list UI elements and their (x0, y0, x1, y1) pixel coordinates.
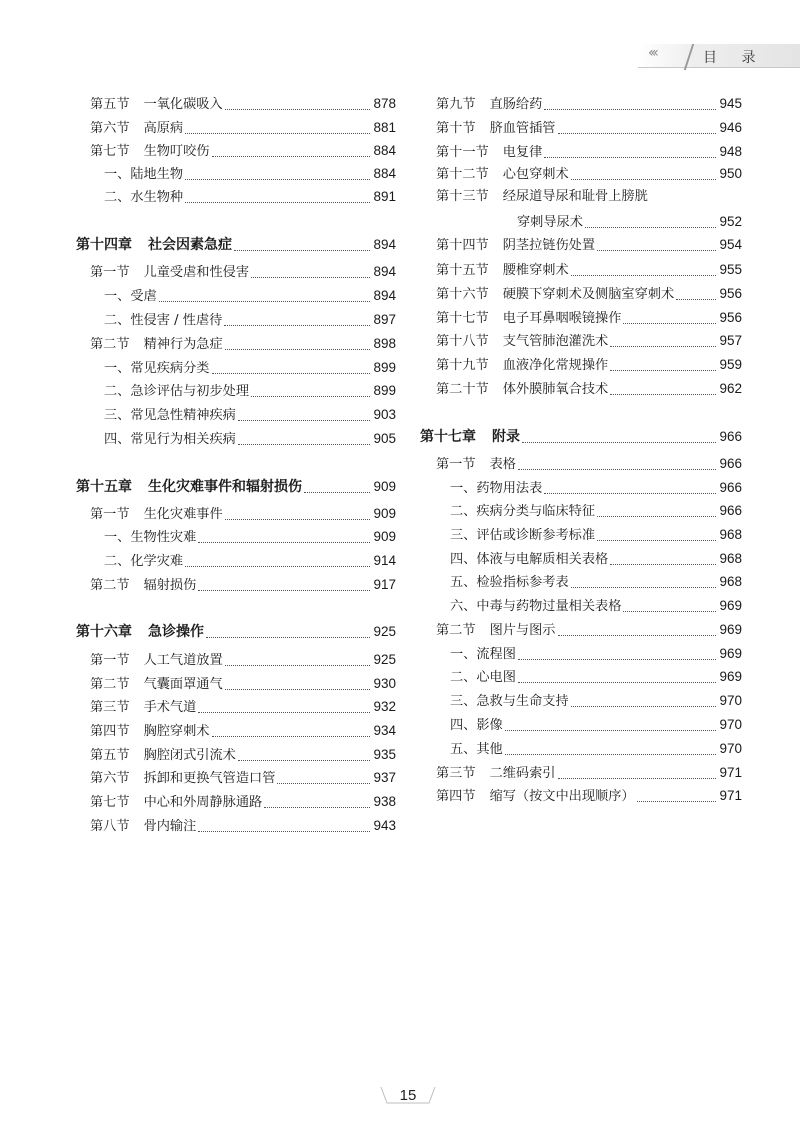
page-ref: 969 (719, 598, 742, 613)
entry-title: 手术气道 (143, 700, 197, 715)
dot-leader (505, 753, 717, 755)
toc-section-entry[interactable] (436, 93, 742, 115)
entry-title: 脐血管插管 (489, 121, 556, 136)
page-ref: 934 (373, 723, 396, 738)
toc-subitem-entry[interactable] (450, 690, 742, 712)
page-ref: 891 (373, 189, 396, 204)
page-ref: 937 (373, 770, 396, 785)
section-number: 第十九节 (436, 358, 489, 373)
page-ref: 959 (719, 357, 742, 372)
page-ref: 954 (719, 237, 742, 252)
toc-section-entry[interactable] (90, 574, 396, 596)
dot-leader (571, 586, 717, 588)
toc-subitem-entry[interactable] (450, 738, 742, 760)
page-ref: 971 (719, 788, 742, 803)
entry-title: 二、急诊评估与初步处理 (104, 384, 250, 399)
entry-title: 图片与图示 (489, 623, 556, 638)
entry-title: 一、常见疾病分类 (104, 361, 210, 376)
chevrons-left-icon: ‹‹‹ (648, 45, 656, 61)
dot-leader (251, 276, 370, 278)
toc-section-entry[interactable] (90, 117, 396, 139)
page-ref: 884 (373, 143, 396, 158)
entry-title: 三、急救与生命支持 (450, 694, 569, 709)
entry-title: 硬膜下穿刺术及侧脑室穿刺术 (502, 287, 675, 302)
entry-title: 二、水生物种 (104, 190, 184, 205)
page-ref: 952 (719, 214, 742, 229)
entry-title: 二、性侵害 / 性虐待 (104, 313, 223, 328)
toc-section-entry[interactable] (90, 333, 396, 355)
toc-section-entry[interactable] (90, 720, 396, 742)
page-ref: 966 (719, 503, 742, 518)
page-ref: 966 (719, 456, 742, 471)
dot-leader (225, 518, 371, 520)
entry-title: 辐射损伤 (143, 578, 197, 593)
entry-title: 一氧化碳吸入 (143, 97, 223, 112)
entry-title: 三、常见急性精神疾病 (104, 408, 236, 423)
toc-section-entry[interactable] (436, 762, 742, 784)
section-number: 第五节 (90, 748, 130, 763)
entry-title: 气囊面罩通气 (143, 677, 223, 692)
section-number: 第一节 (436, 457, 476, 472)
entry-title: 体外膜肺氧合技术 (502, 382, 609, 397)
section-number: 第十一节 (436, 145, 489, 160)
toc-subitem-entry[interactable] (104, 380, 396, 402)
toc-subitem-entry[interactable] (450, 714, 742, 736)
entry-title: 穿刺导尿术 (517, 215, 583, 230)
dot-leader (206, 636, 370, 638)
dot-leader (224, 324, 370, 326)
entry-title: 二、化学灾难 (104, 554, 184, 569)
chapter-number: 第十六章 (76, 624, 132, 640)
page-ref: 878 (373, 96, 396, 111)
page-ref: 946 (719, 120, 742, 135)
toc-section-entry[interactable] (90, 767, 396, 789)
dot-leader (623, 610, 716, 612)
entry-title: 一、流程图 (450, 647, 516, 662)
page-ref: 962 (719, 381, 742, 396)
page-ref: 925 (373, 624, 396, 639)
entry-title: 电复律 (502, 145, 543, 160)
chapter-number: 第十四章 (76, 237, 132, 253)
entry-title: 二维码索引 (489, 766, 556, 781)
toc-subitem-entry[interactable] (450, 643, 742, 665)
page-ref: 970 (719, 693, 742, 708)
toc-section-entry[interactable] (436, 259, 742, 281)
toc-section-entry[interactable] (90, 744, 396, 766)
entry-title: 经尿道导尿和耻骨上膀胱 (502, 189, 648, 204)
dot-leader (610, 369, 716, 371)
entry-title: 附录 (492, 429, 520, 445)
dot-leader (185, 132, 370, 134)
toc-subitem-entry[interactable] (104, 550, 396, 572)
toc-section-entry[interactable] (90, 649, 396, 671)
page-ref: 966 (719, 429, 742, 444)
section-number: 第十四节 (436, 238, 489, 253)
dot-leader (597, 515, 716, 517)
toc-section-entry[interactable] (436, 354, 742, 376)
section-number: 第七节 (90, 144, 130, 159)
dot-leader (198, 541, 370, 543)
page-ref: 966 (719, 480, 742, 495)
entry-title: 精神行为急症 (143, 337, 223, 352)
dot-leader (544, 492, 716, 494)
entry-title: 二、心电图 (450, 670, 516, 685)
page-ref: 881 (373, 120, 396, 135)
section-number: 第二十节 (436, 382, 489, 397)
entry-title: 儿童受虐和性侵害 (143, 265, 250, 280)
page-ref: 971 (719, 765, 742, 780)
dot-leader (544, 108, 716, 110)
entry-title: 四、常见行为相关疾病 (104, 432, 236, 447)
dot-leader (558, 132, 717, 134)
entry-title: 电子耳鼻咽喉镜操作 (502, 311, 622, 326)
section-number: 第十节 (436, 121, 476, 136)
page-ref: 945 (719, 96, 742, 111)
dot-leader (518, 681, 717, 683)
section-number: 第三节 (436, 766, 476, 781)
dot-leader (159, 300, 371, 302)
page-ref: 899 (373, 383, 396, 398)
entry-title: 一、生物性灾难 (104, 530, 197, 545)
page-ref: 884 (373, 166, 396, 181)
section-number: 第二节 (90, 578, 130, 593)
dot-leader (212, 155, 371, 157)
entry-title: 胸腔闭式引流术 (143, 748, 236, 763)
page-ref: 905 (373, 431, 396, 446)
entry-title: 表格 (489, 457, 516, 472)
toc-chapter-entry[interactable] (76, 621, 396, 643)
entry-title: 拆卸和更换气管造口管 (143, 771, 276, 786)
dot-leader (637, 800, 717, 802)
entry-title: 一、受虐 (104, 289, 157, 304)
toc-section-entry[interactable] (436, 307, 742, 329)
toc-chapter-entry[interactable] (420, 426, 742, 448)
entry-title: 三、评估或诊断参考标准 (450, 528, 596, 543)
dot-leader (518, 658, 717, 660)
section-number: 第四节 (90, 724, 130, 739)
toc-subitem-entry[interactable] (450, 477, 742, 499)
section-number: 第十八节 (436, 334, 489, 349)
page-ref: 969 (719, 669, 742, 684)
toc-section-entry[interactable] (90, 503, 396, 525)
page-ref: 968 (719, 551, 742, 566)
dot-leader (185, 178, 370, 180)
dot-leader (571, 274, 717, 276)
entry-title: 阴茎拉链伤处置 (502, 238, 596, 253)
dot-leader (238, 419, 371, 421)
dot-leader (623, 322, 716, 324)
dot-leader (597, 249, 716, 251)
page-ref: 914 (373, 553, 396, 568)
entry-title: 胸腔穿刺术 (143, 724, 210, 739)
page-ref: 897 (373, 312, 396, 327)
dot-leader (304, 491, 370, 493)
page-ref: 909 (373, 479, 396, 494)
section-number: 第十五节 (436, 263, 489, 278)
dot-leader (185, 565, 370, 567)
dot-leader (610, 345, 716, 347)
toc-subitem-entry[interactable] (104, 526, 396, 548)
page-title: 目 录 (703, 50, 766, 66)
dot-leader (264, 806, 370, 808)
entry-title: 生物叮咬伤 (143, 144, 210, 159)
page-ref: 950 (719, 166, 742, 181)
dot-leader (558, 777, 717, 779)
page-ref: 925 (373, 652, 396, 667)
dot-leader (676, 298, 716, 300)
entry-title: 生化灾难事件 (143, 507, 223, 522)
dot-leader (522, 441, 716, 443)
section-number: 第二节 (436, 623, 476, 638)
page-ref: 955 (719, 262, 742, 277)
toc-subitem-entry[interactable] (104, 357, 396, 379)
entry-title: 骨内输注 (143, 819, 197, 834)
page-ref: 932 (373, 699, 396, 714)
entry-title: 六、中毒与药物过量相关表格 (450, 599, 622, 614)
header-divider (638, 67, 800, 68)
chapter-number: 第十五章 (76, 479, 132, 495)
toc-section-entry[interactable] (436, 234, 742, 256)
page-ref: 894 (373, 237, 396, 252)
dot-leader (558, 634, 717, 636)
entry-title: 生化灾难事件和辐射损伤 (148, 479, 302, 495)
page-ref: 957 (719, 333, 742, 348)
section-number: 第三节 (90, 700, 130, 715)
page-ref: 909 (373, 529, 396, 544)
dot-leader (610, 563, 716, 565)
toc-subitem-entry[interactable] (104, 428, 396, 450)
toc-section-entry[interactable] (90, 261, 396, 283)
page-ref: 899 (373, 360, 396, 375)
toc-subitem-entry[interactable] (450, 595, 742, 617)
toc-subitem-entry[interactable] (104, 163, 396, 185)
toc-section-entry[interactable] (90, 696, 396, 718)
toc-subitem-entry[interactable] (104, 309, 396, 331)
toc-section-entry[interactable] (90, 673, 396, 695)
dot-leader (198, 830, 370, 832)
dot-leader (212, 372, 371, 374)
entry-title: 五、检验指标参考表 (450, 575, 569, 590)
page-ref: 917 (373, 577, 396, 592)
dot-leader (277, 782, 370, 784)
dot-leader (225, 108, 371, 110)
toc-chapter-entry[interactable] (76, 234, 396, 256)
toc-section-entry-continued[interactable] (517, 211, 742, 233)
toc-chapter-entry[interactable] (76, 476, 396, 498)
dot-leader (238, 443, 371, 445)
dot-leader (225, 664, 371, 666)
section-number: 第十六节 (436, 287, 489, 302)
page-ref: 970 (719, 717, 742, 732)
entry-title: 五、其他 (450, 742, 503, 757)
page-ref: 970 (719, 741, 742, 756)
dot-leader (571, 705, 717, 707)
section-number: 第九节 (436, 97, 476, 112)
entry-title: 一、药物用法表 (450, 481, 543, 496)
entry-title: 缩写（按文中出现顺序） (489, 789, 635, 804)
toc-subitem-entry[interactable] (450, 500, 742, 522)
section-number: 第十二节 (436, 167, 489, 182)
chapter-number: 第十七章 (420, 429, 476, 445)
dot-leader (225, 688, 371, 690)
section-number: 第二节 (90, 337, 130, 352)
toc-subitem-entry[interactable] (104, 285, 396, 307)
page-ref: 935 (373, 747, 396, 762)
toc-section-entry[interactable] (436, 378, 742, 400)
page-ref: 909 (373, 506, 396, 521)
dot-leader (198, 711, 370, 713)
section-number: 第一节 (90, 653, 130, 668)
toc-section-entry[interactable] (90, 140, 396, 162)
dot-leader (212, 735, 371, 737)
page-ref: 898 (373, 336, 396, 351)
page-ref: 903 (373, 407, 396, 422)
page-ref: 968 (719, 527, 742, 542)
toc-section-entry[interactable] (90, 93, 396, 115)
section-number: 第一节 (90, 265, 130, 280)
dot-leader (234, 249, 370, 251)
toc-section-entry[interactable] (436, 453, 742, 475)
toc-subitem-entry[interactable] (450, 524, 742, 546)
toc-section-entry[interactable] (436, 117, 742, 139)
dot-leader (544, 156, 716, 158)
entry-title: 腰椎穿刺术 (502, 263, 569, 278)
entry-title: 二、疾病分类与临床特征 (450, 504, 596, 519)
entry-title: 四、体液与电解质相关表格 (450, 552, 609, 567)
dot-leader (571, 178, 717, 180)
page-ref: 938 (373, 794, 396, 809)
entry-title: 心包穿刺术 (502, 167, 569, 182)
section-number: 第六节 (90, 771, 130, 786)
toc-subitem-entry[interactable] (450, 571, 742, 593)
entry-title: 一、陆地生物 (104, 167, 184, 182)
page-ref: 894 (373, 288, 396, 303)
entry-title: 中心和外周静脉通路 (143, 795, 263, 810)
entry-title: 支气管肺泡灌洗术 (502, 334, 609, 349)
toc-subitem-entry[interactable] (104, 186, 396, 208)
toc-section-entry[interactable] (436, 163, 742, 185)
page-ref: 894 (373, 264, 396, 279)
page-ref: 930 (373, 676, 396, 691)
entry-title: 血液净化常规操作 (502, 358, 609, 373)
entry-title: 人工气道放置 (143, 653, 223, 668)
entry-title: 社会因素急症 (148, 237, 232, 253)
section-number: 第四节 (436, 789, 476, 804)
toc-section-entry[interactable] (436, 619, 742, 641)
section-number: 第八节 (90, 819, 130, 834)
toc-section-entry[interactable] (436, 141, 742, 163)
toc-section-entry[interactable] (436, 785, 742, 807)
dot-leader (185, 201, 370, 203)
dot-leader (597, 539, 716, 541)
page-ref: 969 (719, 646, 742, 661)
dot-leader (238, 759, 371, 761)
toc-subitem-entry[interactable] (450, 548, 742, 570)
dot-leader (585, 226, 717, 228)
section-number: 第六节 (90, 121, 130, 136)
section-number: 第二节 (90, 677, 130, 692)
section-number: 第一节 (90, 507, 130, 522)
toc-section-entry[interactable] (436, 283, 742, 305)
page-number: 15 (399, 1087, 417, 1104)
dot-leader (610, 393, 716, 395)
dot-leader (251, 395, 370, 397)
section-number: 第五节 (90, 97, 130, 112)
page-ref: 948 (719, 144, 742, 159)
section-number: 第十七节 (436, 311, 489, 326)
entry-title: 直肠给药 (489, 97, 543, 112)
toc-section-entry[interactable] (436, 330, 742, 352)
dot-leader (518, 468, 717, 470)
dot-leader (505, 729, 717, 731)
toc-section-entry[interactable] (90, 815, 396, 837)
page-ref: 943 (373, 818, 396, 833)
dot-leader (225, 348, 371, 350)
toc-section-entry[interactable] (436, 186, 742, 208)
page-ref: 969 (719, 622, 742, 637)
toc-subitem-entry[interactable] (104, 404, 396, 426)
section-number: 第十三节 (436, 189, 489, 204)
entry-title: 高原病 (143, 121, 184, 136)
page-ref: 968 (719, 574, 742, 589)
section-number: 第七节 (90, 795, 130, 810)
entry-title: 四、影像 (450, 718, 503, 733)
toc-section-entry[interactable] (90, 791, 396, 813)
entry-title: 急诊操作 (148, 624, 204, 640)
toc-subitem-entry[interactable] (450, 666, 742, 688)
page-ref: 956 (719, 310, 742, 325)
dot-leader (198, 589, 370, 591)
page-ref: 956 (719, 286, 742, 301)
